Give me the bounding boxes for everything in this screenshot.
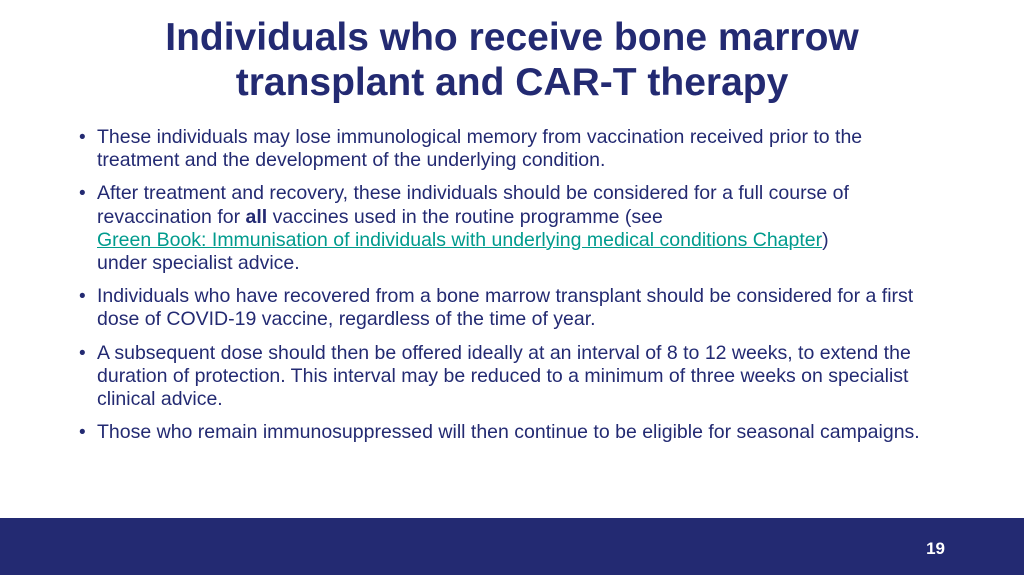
footer-bar bbox=[0, 518, 1024, 575]
bullet-dot: • bbox=[79, 286, 86, 308]
green-book-link[interactable]: Green Book: Immunisation of individuals with underlying medical conditions Chapter bbox=[97, 228, 823, 251]
bullet-dot: • bbox=[79, 183, 86, 205]
bullet-text: Individuals who have recovered from a bone marrow transplant should be considered for a first dose of COVID-19 vaccine, regardless of the time of year. bbox=[97, 285, 914, 331]
slide-title-line-2: transplant and CAR-T therapy bbox=[235, 61, 789, 104]
bullet-list bbox=[75, 126, 945, 454]
bullet-text-after-bold: vaccines used in the routine programme (see bbox=[267, 205, 663, 228]
bullet-text-end: under specialist advice. bbox=[97, 252, 300, 275]
bullet-item-lost-memory bbox=[75, 126, 945, 172]
page-number: 19 bbox=[926, 539, 945, 558]
bullet-item-revaccination bbox=[75, 182, 945, 275]
bullet-text: Those who remain immunosuppressed will then continue to be eligible for seasonal campaigns. bbox=[97, 421, 920, 444]
bullet-text-after-link: ) bbox=[822, 228, 829, 251]
bullet-bold-emphasis: all bbox=[245, 205, 268, 228]
bullet-dot: • bbox=[79, 127, 86, 148]
bullet-text: A subsequent dose should then be offered ideally at an interval of 8 to 12 weeks, to extend the duration of protection. This interval may be reduced to a minimum of three weeks on specialist clinical advice. bbox=[97, 341, 911, 411]
bullet-item-first-dose bbox=[75, 285, 945, 331]
bullet-text-before-bold: After treatment and recovery, these individuals should be considered for a full course of revaccination for bbox=[97, 182, 849, 228]
bullet-text: These individuals may lose immunological memory from vaccination received prior to the treatment and the development of the underlying condition. bbox=[97, 126, 863, 172]
bullet-dot: • bbox=[79, 422, 86, 444]
bullet-dot: • bbox=[79, 342, 86, 364]
slide-title bbox=[60, 15, 964, 105]
slide-title-line-1: Individuals who receive bone marrow bbox=[165, 16, 859, 59]
bullet-item-subsequent-dose bbox=[75, 342, 945, 412]
bullet-item-seasonal-campaigns bbox=[75, 421, 945, 444]
